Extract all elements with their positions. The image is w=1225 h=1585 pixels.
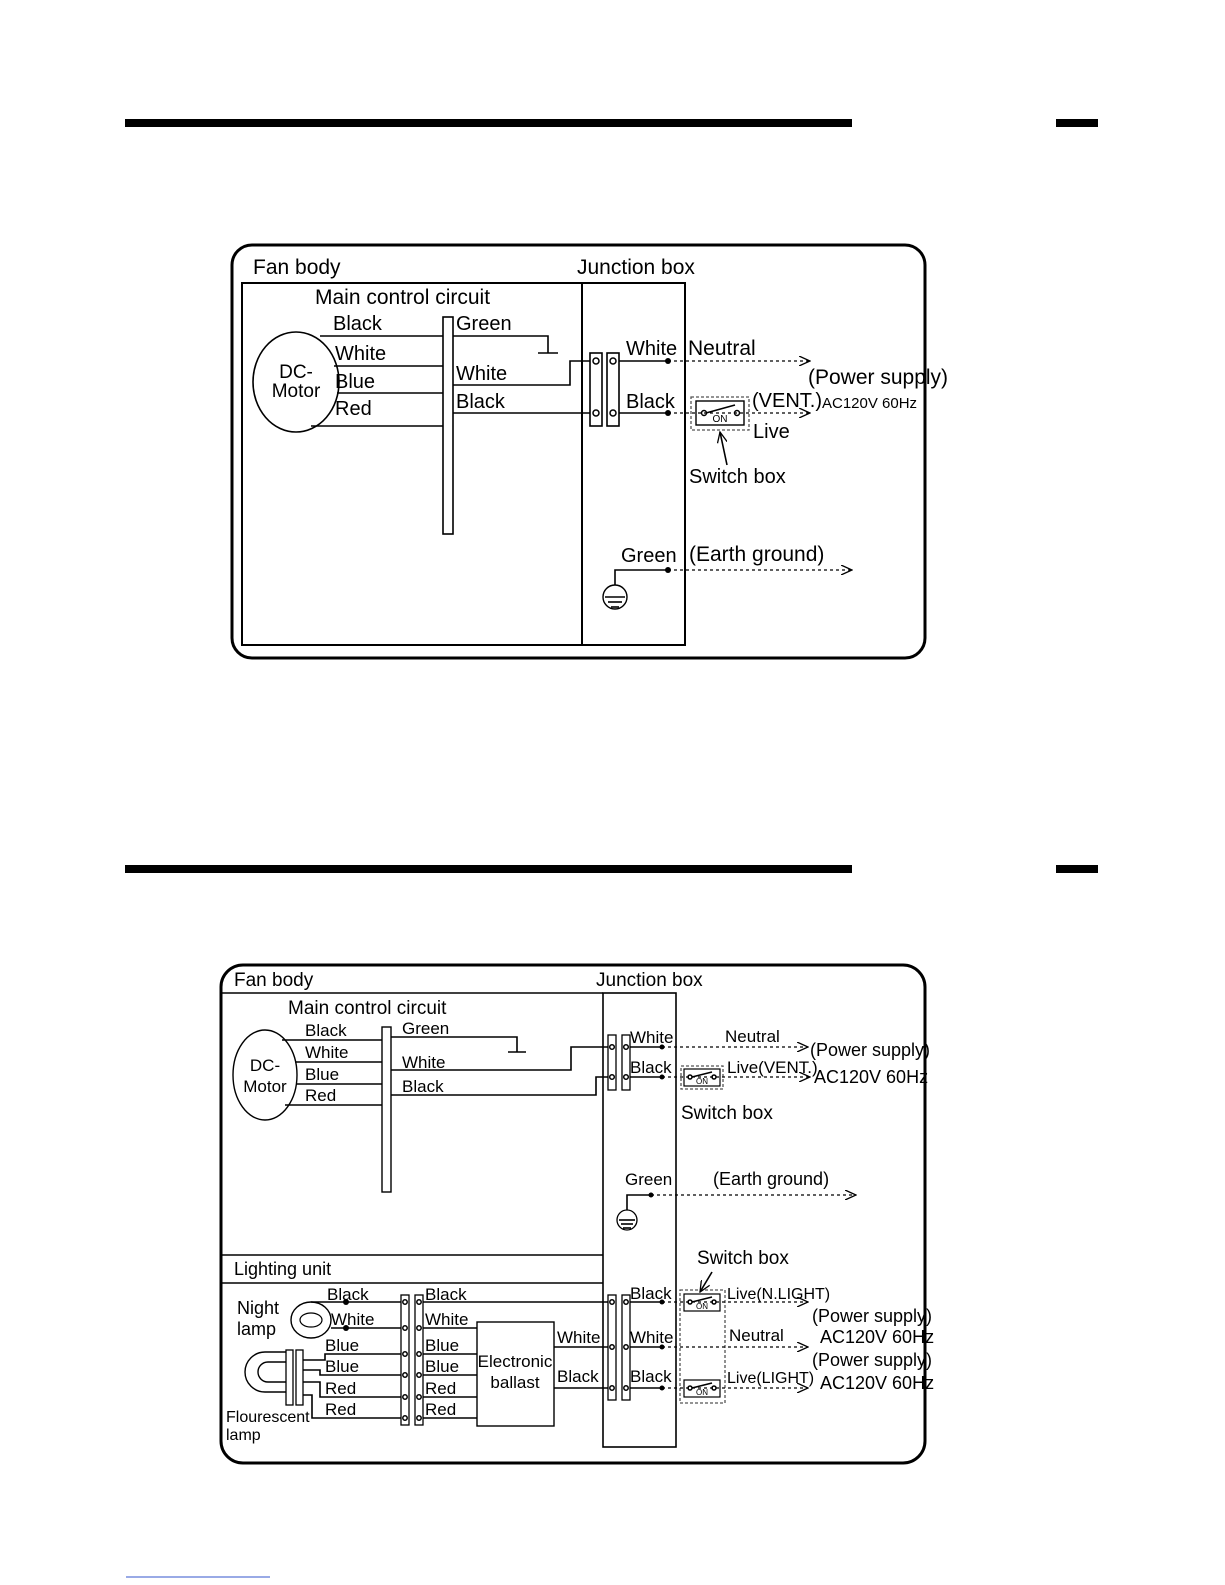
diagram2-ac-rating-label: AC120V 60Hz — [814, 1067, 929, 1087]
diagram-vent-light-wiring — [221, 965, 934, 1463]
diagram2-lu-label-black-c: Black — [425, 1285, 467, 1304]
diagram2-lu-label-blue-a: Blue — [325, 1336, 360, 1355]
diagram2-jb2-black-label: Black — [630, 1284, 672, 1303]
diagram1-junction-box-label: Junction box — [577, 256, 695, 279]
diagram2-wire-green — [391, 1037, 517, 1052]
diagram2-ballast-label-1: Electronic — [477, 1352, 553, 1371]
diagram2-light-switch-on-label: ON — [696, 1388, 708, 1397]
diagram2-fluor-label-2: lamp — [226, 1427, 261, 1444]
diagram2-fluorescent-lamp-icon — [245, 1352, 286, 1392]
diagram1-switch-callout — [720, 432, 727, 465]
diagram1-label-black: Black — [333, 313, 382, 335]
diagram2-terminal — [624, 1045, 629, 1050]
diagram2-terminal-block-a — [608, 1035, 616, 1090]
section-rule-2-right — [1056, 865, 1098, 873]
diagram2-fluorescent-socket-a — [286, 1350, 293, 1405]
diagram2-earth-ground-label: (Earth ground) — [713, 1169, 830, 1189]
diagram2-night-lamp-label-1: Night — [237, 1298, 280, 1318]
diagram2-terminal — [624, 1075, 629, 1080]
diagram2-fluorescent-lamp-tube — [258, 1362, 286, 1382]
diagram2-live-light-label: Live(LIGHT) — [727, 1370, 815, 1387]
diagram2-label-white: White — [305, 1043, 349, 1062]
diagram1-ground-green-label: Green — [621, 545, 677, 567]
diagram1-ground-wire — [615, 570, 668, 585]
diagram2-fluor-label-1: Flourescent — [226, 1409, 310, 1426]
diagram1-label-black-right: Black — [456, 391, 505, 413]
diagram2-label-white-right: White — [402, 1053, 446, 1072]
diagram2-lu-label-blue-c: Blue — [425, 1336, 460, 1355]
diagram2-label-blue: Blue — [305, 1065, 340, 1084]
diagram2-ac-rating3-label: AC120V 60Hz — [820, 1373, 935, 1393]
diagram1-label-blue: Blue — [335, 371, 376, 393]
diagram2-power-supply3-label: (Power supply) — [812, 1350, 933, 1370]
diagram2-fan-body-label: Fan body — [234, 970, 314, 991]
diagram2-night-lamp-label-2: lamp — [237, 1319, 277, 1339]
diagram2-lu-label-red-a: Red — [325, 1379, 357, 1398]
diagram2-motor-label-2: Motor — [243, 1077, 287, 1096]
diagram1-terminal — [593, 358, 599, 364]
diagram1-terminal — [610, 410, 616, 416]
diagram1-label-green: Green — [456, 313, 512, 335]
diagram2-lu-label-blue-b: Blue — [325, 1357, 360, 1376]
diagram1-label-red: Red — [335, 398, 372, 420]
diagram1-terminal — [593, 410, 599, 416]
diagram2-main-control-label: Main control circuit — [288, 998, 447, 1019]
diagram2-lighting-unit-label: Lighting unit — [234, 1259, 332, 1279]
diagram1-vent-label: (VENT.) — [752, 390, 822, 412]
diagram1-wire-green — [453, 336, 548, 353]
diagram2-ballast-black-label: Black — [557, 1367, 599, 1386]
diagram2-label-black: Black — [305, 1021, 347, 1040]
diagram1-fan-body-label: Fan body — [253, 256, 341, 279]
diagram1-jb-black-label: Black — [626, 391, 675, 413]
diagram2-fluorescent-socket-b — [296, 1350, 303, 1405]
diagram2-terminal — [610, 1045, 615, 1050]
diagram2-neutral2-label: Neutral — [729, 1326, 784, 1345]
diagram1-jb-white-label: White — [626, 338, 678, 360]
diagram2-lu-label-black-a: Black — [327, 1285, 369, 1304]
diagram2-night-lamp-icon — [291, 1302, 331, 1338]
diagram2-power-supply2-label: (Power supply) — [812, 1306, 933, 1326]
diagram2-ballast-label-2: ballast — [490, 1373, 540, 1392]
diagram1-switch-on-label: ON — [712, 414, 728, 425]
diagram2-lu-label-white-a: White — [331, 1310, 375, 1329]
diagram2-ground-wire — [627, 1195, 651, 1210]
diagram1-earth-ground-label: (Earth ground) — [689, 543, 825, 566]
diagram1-neutral-label: Neutral — [688, 337, 756, 360]
diagram2-lu-label-blue-d: Blue — [425, 1357, 460, 1376]
section-rule-1 — [125, 119, 852, 127]
diagram1-live-label: Live — [753, 421, 790, 443]
diagram1-label-white-right: White — [456, 363, 508, 385]
diagram2-live-nlight-label: Live(N.LIGHT) — [727, 1286, 831, 1303]
diagram2-control-bar — [382, 1027, 391, 1192]
diagram2-neutral-label: Neutral — [725, 1027, 780, 1046]
diagram2-jb-white-label: White — [630, 1028, 674, 1047]
diagram2-switch-box-label: Switch box — [681, 1103, 773, 1124]
diagram2-switch-box2-callout — [700, 1272, 712, 1292]
diagram1-motor-label-2: Motor — [271, 381, 321, 402]
diagram2-ac-rating2-label: AC120V 60Hz — [820, 1327, 935, 1347]
diagram1-power-supply-label: (Power supply) — [808, 366, 949, 389]
diagram-vent-wiring — [232, 245, 948, 658]
diagram2-switch-box2-label: Switch box — [697, 1248, 789, 1269]
diagram2-jb-black-label: Black — [630, 1058, 672, 1077]
diagram2-motor-label-1: DC- — [249, 1056, 281, 1075]
diagram2-jb2-black2-label: Black — [630, 1367, 672, 1386]
diagram1-switch-box-label: Switch box — [689, 466, 786, 488]
diagram1-terminal — [610, 358, 616, 364]
diagram2-lu-terminal-block-a — [401, 1295, 409, 1425]
diagram2-label-red: Red — [305, 1086, 337, 1105]
diagram1-ac-rating-label: AC120V 60Hz — [822, 395, 918, 412]
diagram2-terminal-block-b — [622, 1035, 630, 1090]
diagram2-label-black-right: Black — [402, 1077, 444, 1096]
diagram2-power-supply-label: (Power supply) — [810, 1040, 931, 1060]
diagram2-live-vent-label: Live(VENT.) — [727, 1058, 818, 1077]
diagram2-switch-on-label: ON — [696, 1077, 708, 1086]
section-rule-1-right — [1056, 119, 1098, 127]
diagram1-main-control-label: Main control circuit — [315, 286, 491, 309]
diagram2-lu-label-red-b: Red — [325, 1400, 357, 1419]
diagram2-lu-label-white-c: White — [425, 1310, 469, 1329]
diagram1-control-bar — [443, 317, 453, 534]
diagram1-motor-label-1: DC- — [279, 362, 313, 383]
diagram2-terminal — [610, 1075, 615, 1080]
diagram2-dc-motor — [233, 1030, 297, 1120]
diagram2-ground-green-label: Green — [625, 1170, 673, 1189]
diagram2-nlight-switch-on-label: ON — [696, 1302, 708, 1311]
diagram2-junction-box-label: Junction box — [596, 970, 703, 991]
diagram1-label-white: White — [335, 343, 387, 365]
diagram2-label-green: Green — [402, 1019, 450, 1038]
diagram2-lu-label-red-c: Red — [425, 1379, 457, 1398]
diagram2-jb2-white-label: White — [630, 1328, 674, 1347]
diagram2-lu-label-red-d: Red — [425, 1400, 457, 1419]
diagram2-ballast-white-label: White — [557, 1328, 601, 1347]
diagram2-lu-terminal-block-b — [415, 1295, 423, 1425]
section-rule-2 — [125, 865, 852, 873]
